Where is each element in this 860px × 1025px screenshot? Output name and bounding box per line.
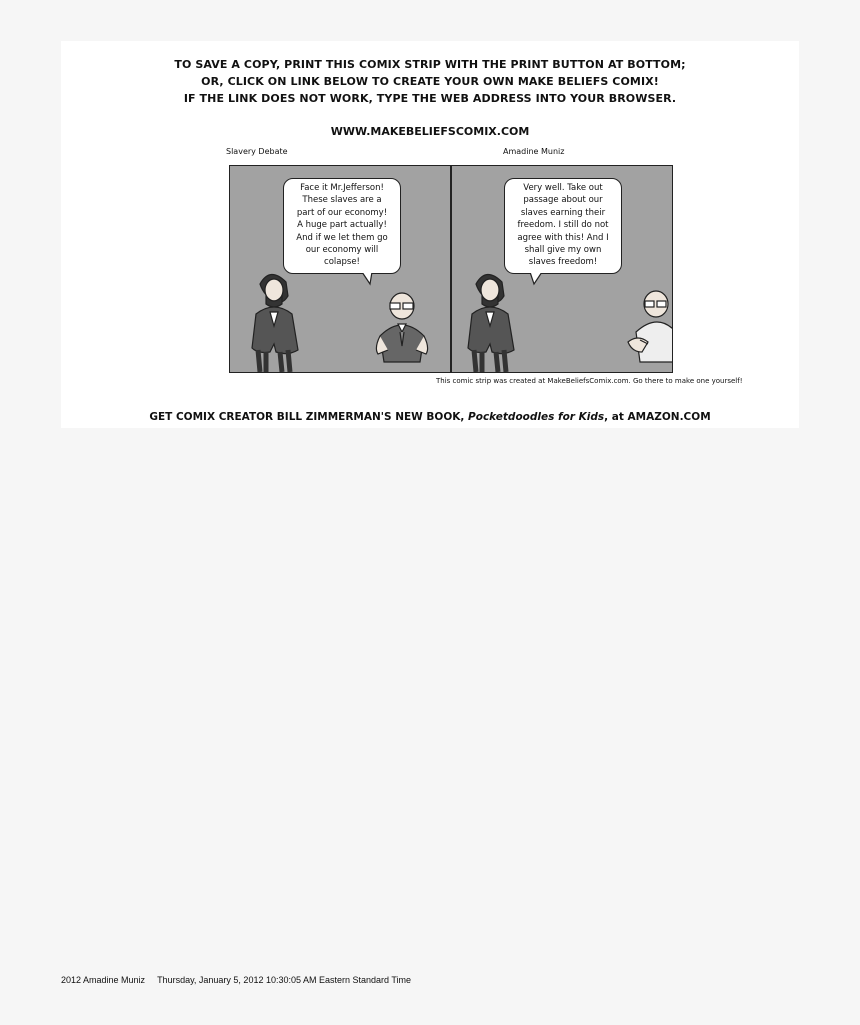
comic-sheet xyxy=(61,41,799,428)
comic-panel-2 xyxy=(450,166,672,372)
speech-bubble-2: Very well. Take out passage about our slaves earning their freedom. I still do not agree with this! And I shall give my own slaves freedom! xyxy=(504,178,622,274)
footer-timestamp: Thursday, January 5, 2012 10:30:05 AM Eastern Standard Time xyxy=(157,975,412,985)
bald-man-figure xyxy=(628,291,672,362)
lincoln-figure xyxy=(252,274,298,372)
print-instructions xyxy=(61,56,799,107)
comic-author: Amadine Muniz xyxy=(503,147,565,156)
instruction-line-2: OR, CLICK ON LINK BELOW TO CREATE YOUR OWN MAKE BELIEFS COMIX! xyxy=(201,75,659,88)
creation-credit: This comic strip was created at MakeBeliefsComix.com. Go there to make one yourself! xyxy=(436,377,743,385)
speech-bubble-1: Face it Mr.Jefferson! These slaves are a part of our economy! A huge part actually! And if we let them go our economy will colapse! xyxy=(283,178,401,274)
site-link[interactable]: WWW.MAKEBELIEFSCOMIX.COM xyxy=(330,125,530,138)
bald-man-figure xyxy=(376,293,427,362)
book-promo-suffix: , at AMAZON.COM xyxy=(604,411,711,423)
instruction-line-3: IF THE LINK DOES NOT WORK, TYPE THE WEB ADDRESS INTO YOUR BROWSER. xyxy=(183,92,677,105)
footer-owner: 2012 Amadine Muniz xyxy=(61,975,146,985)
instruction-line-1: TO SAVE A COPY, PRINT THIS COMIX STRIP WITH THE PRINT BUTTON AT BOTTOM; xyxy=(174,58,686,71)
comic-panel-1 xyxy=(230,166,450,372)
book-promo xyxy=(61,411,799,423)
comic-strip xyxy=(229,165,673,373)
comic-title: Slavery Debate xyxy=(226,147,288,156)
print-footer xyxy=(61,975,411,985)
lincoln-figure xyxy=(468,274,514,372)
book-promo-prefix: GET COMIX CREATOR BILL ZIMMERMAN'S NEW BOOK, xyxy=(149,411,469,423)
book-title: Pocketdoodles for Kids xyxy=(468,411,605,423)
